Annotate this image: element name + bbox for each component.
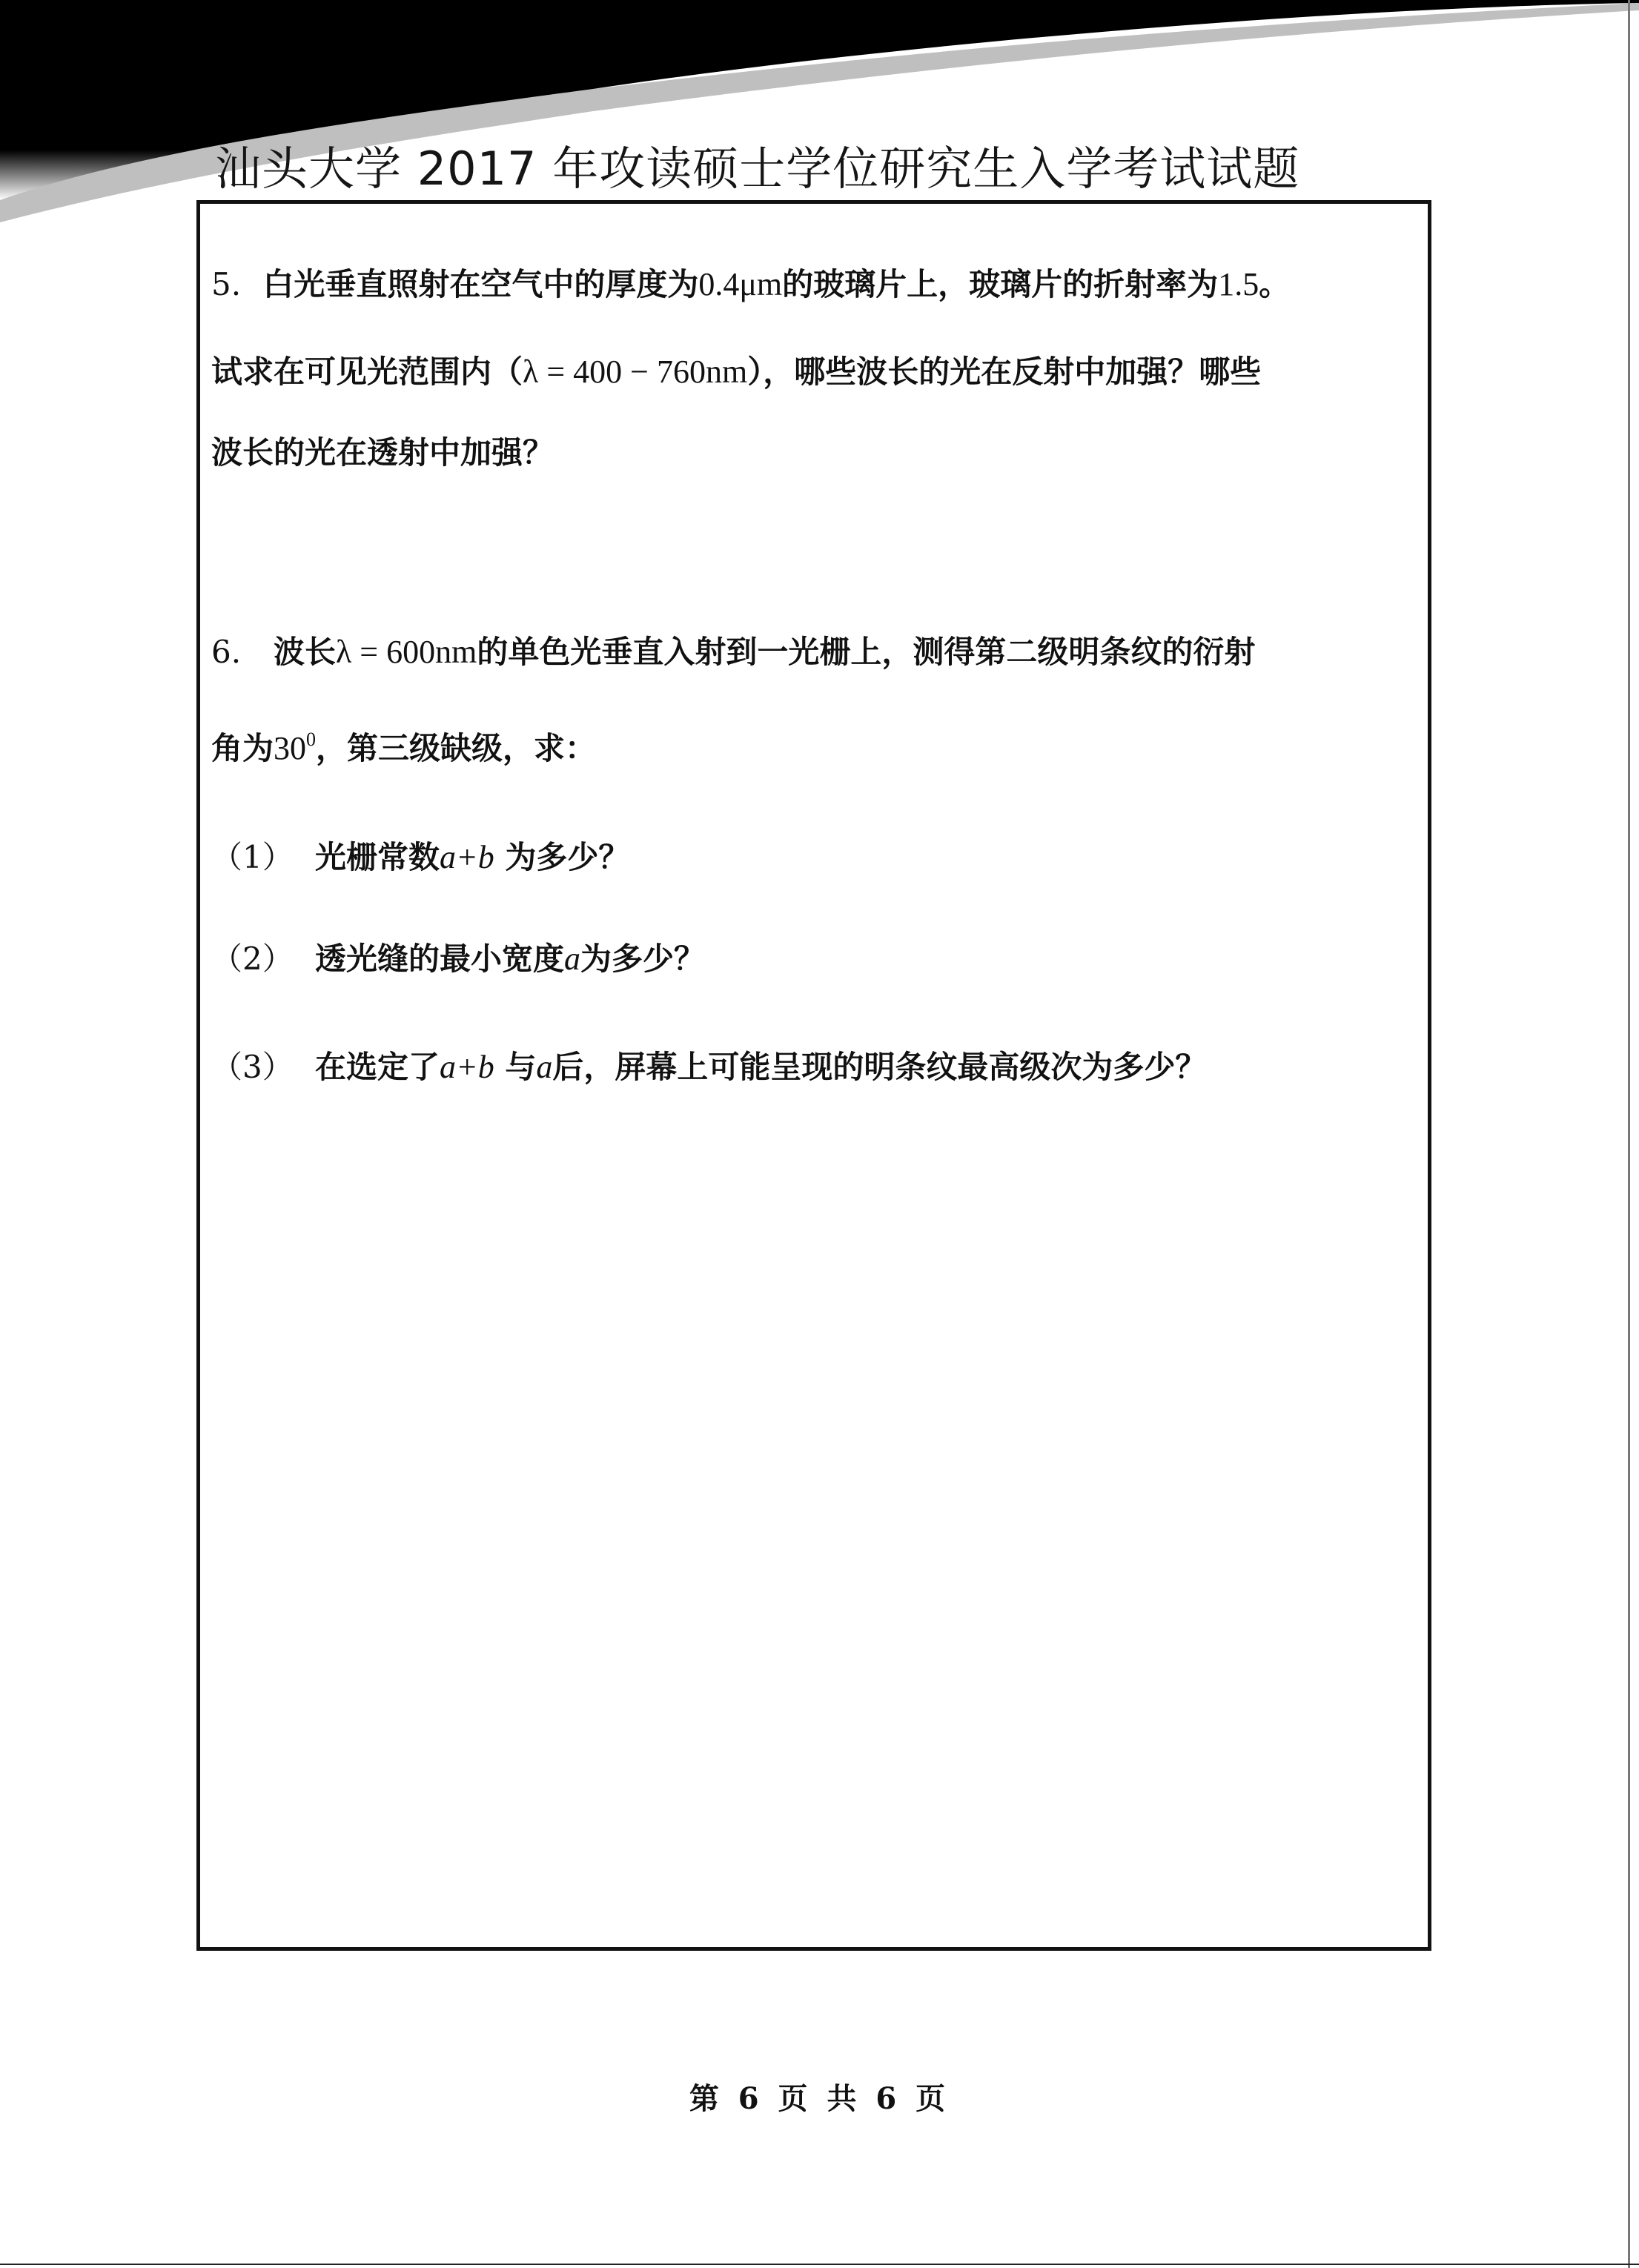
scan-edge — [1628, 0, 1630, 2268]
q6-sub3-math2: a — [536, 1049, 553, 1085]
q6-sub3-b: 后，屏幕上可能呈现的明条纹最高级次为多少？ — [552, 1049, 1207, 1085]
q6-sub3-math1: a+b — [440, 1049, 494, 1085]
q6-sub2-label: （2） — [211, 941, 294, 977]
q6-sub-1 — [211, 841, 629, 874]
q6-line1-a: 波长 — [273, 634, 336, 670]
q6-line1-b: 的单色光垂直入射到一光栅上，测得第二级明条纹的衍射 — [477, 634, 1256, 670]
q5-line-1 — [211, 268, 1290, 301]
q6-line-2 — [211, 730, 596, 765]
q6-sub3-a: 在选定了 — [314, 1049, 440, 1085]
q5-line2-a: 试求在可见光范围内（ — [211, 354, 523, 390]
q5-thickness: 0.4μm — [698, 266, 783, 302]
q5-index: 1.5 — [1218, 266, 1259, 302]
q6-sub1-b: 为多少？ — [505, 839, 630, 875]
q6-number: 6. — [211, 634, 242, 670]
q5-line-2 — [211, 356, 1261, 388]
q5-text-c: 。 — [1259, 266, 1291, 302]
q6-line2-b: ，第三级缺级，求： — [316, 730, 597, 766]
q5-line2-b: ），哪些波长的光在反射中加强？哪些 — [747, 354, 1262, 390]
q6-line-1 — [211, 636, 1255, 669]
q6-sub2-b: 为多少？ — [580, 941, 706, 977]
q6-sub-2 — [211, 943, 705, 975]
q6-lambda: λ = 600nm — [335, 634, 477, 670]
q6-sub1-label: （1） — [211, 839, 294, 875]
q6-sub3-label: （3） — [211, 1049, 294, 1085]
q6-sub1-math: a+b — [440, 839, 494, 875]
q5-text-b: 的玻璃片上，玻璃片的折射率为 — [782, 266, 1219, 302]
q5-number: 5. — [211, 266, 242, 302]
q6-line2-a: 角为 — [211, 730, 274, 766]
page-number: 第 6 页 共 6 页 — [689, 2081, 950, 2116]
bottom-edge — [0, 2264, 1639, 2265]
q5-lambda-range: λ = 400 − 760nm — [523, 354, 748, 390]
q6-sub2-a: 透光缝的最小宽度 — [314, 941, 564, 977]
q6-sub1-a: 光栅常数 — [314, 839, 440, 875]
q6-sub2-math: a — [564, 941, 580, 977]
q6-angle-degree: 0 — [306, 729, 317, 750]
q6-sub-3 — [211, 1051, 1206, 1084]
exam-title: 汕头大学 2017 年攻读硕士学位研究生入学考试试题 — [215, 142, 1300, 196]
q5-line-3: 波长的光在透射中加强？ — [211, 434, 554, 471]
q6-sub3-mid: 与 — [505, 1049, 537, 1085]
q6-angle-value: 30 — [274, 730, 307, 766]
q5-text-a: 白光垂直照射在空气中的厚度为 — [262, 266, 699, 302]
q6-angle — [274, 730, 316, 766]
